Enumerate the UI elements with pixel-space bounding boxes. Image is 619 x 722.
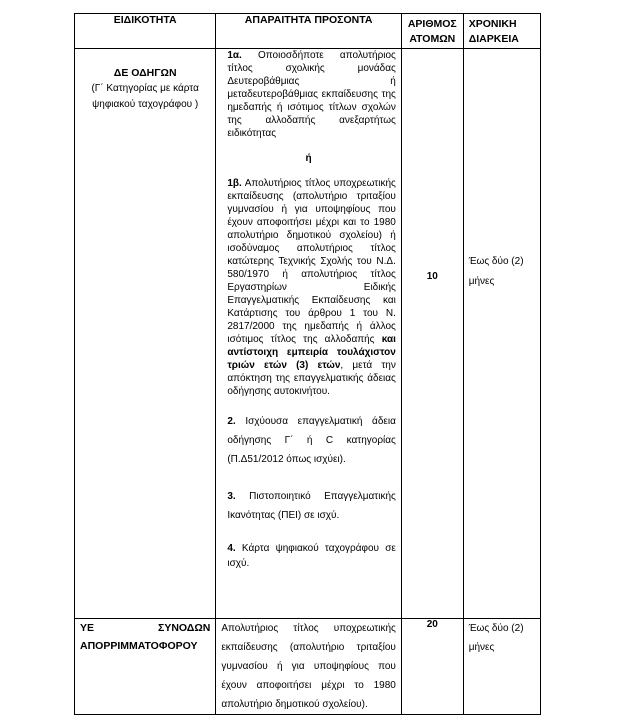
req-1b-text: Απολυτήριος τίτλος υποχρεωτικής εκπαίδευσης (απολυτήριο τριταξίου γυμνασίου ή για υποψηφίους που έχουν αποφοιτήσει μέχρι και το 1980 απολυτήριο δημοτικού σχολείου) ή ισοδύναμος απολυτήριος τίτλος κατώτερης Τεχνικής Σχολής του Ν.Δ. 580/1970 ή απολυτήριος τίτλος Εργαστηρίων Ειδικής Επαγγελματικής Εκπαίδευσης και Κατάρτισης του άρθρου 1 του Ν. 2817/2000 της ημεδαπής ή άλλος ισότιμος τίτλος της αλλοδαπής [227,178,396,345]
header-count [401,14,463,49]
req-1b-bold: και αντίστοιχη εμπειρία τουλάχιστον τριών ετών (3) ετών [227,334,396,371]
req-4-label: 4. [227,543,236,554]
req-2-label: 2. [227,416,236,427]
specialty-note: (Γ΄ Κατηγορίας με κάρτα ψηφιακού ταχογράφου ) [91,83,199,110]
duration-cell: Έως δύο (2) μήνες [463,619,540,715]
req-3-text: Πιστοποιητικό Επαγγελματικής Ικανότητας (ΠΕΙ) σε ισχύ. [227,491,396,521]
req-3-label: 3. [227,491,236,502]
header-count-line2: ΑΤΟΜΩΝ [409,33,456,45]
specialty-cell [75,619,216,715]
table-row [75,619,541,715]
req-2-text: Ισχύουσα επαγγελματική άδεια οδήγησης Γ΄ ή C κατηγορίας (Π.Δ51/2012 όπως ισχύει). [227,416,396,465]
header-requirements: ΑΠΑΡΑΙΤΗΤΑ ΠΡΟΣΟΝΤΑ [216,14,402,49]
header-duration [463,14,540,49]
header-duration-line1: ΧΡΟΝΙΚΗ [468,18,517,30]
requirements-text: Απολυτήριος τίτλος υποχρεωτικής εκπαίδευσης (απολυτήριο τριταξίου γυμνασίου ή για υποψηφίους που έχουν αποφοιτήσει μέχρι το 1980 απολυτήριο δημοτικού σχολείου). [221,623,396,710]
requirements-cell [216,49,402,619]
duration-cell: Έως δύο (2) μήνες [463,49,540,619]
count-cell: 20 [401,619,463,715]
header-count-line1: ΑΡΙΘΜΟΣ [407,18,457,30]
req-1a-text: Οποιοσδήποτε απολυτήριος τίτλος σχολικής μονάδας Δευτεροβάθμιας ή μεταδευτεροβάθμιας εκπαίδευσης της ημεδαπής ή ισότιμος τίτλων σχολών της αλλοδαπής ανεξαρτήτως ειδικότητας [227,50,396,139]
specialty-cell [75,49,216,619]
specialty-title: ΥΕ ΣΥΝΟΔΩΝ ΑΠΟΡΡΙΜΜΑΤΟΦΟΡΟΥ [80,622,211,652]
header-row [75,14,541,49]
header-duration-line2: ΔΙΑΡΚΕΙΑ [468,33,519,45]
table-row [75,49,541,619]
positions-table [74,13,541,715]
req-4-text: Κάρτα ψηφιακού ταχογράφου σε ισχύ. [227,543,396,569]
specialty-title: ΔΕ ΟΔΗΓΩΝ [113,67,177,79]
req-or: ή [305,153,312,164]
requirements-cell [216,619,402,715]
header-specialty: ΕΙΔΙΚΟΤΗΤΑ [75,14,216,49]
req-1b-tail: , μετά την απόκτηση της επαγγελματικής άδειας οδήγησης αυτοκινήτου. [227,360,396,397]
count-cell: 10 [401,49,463,619]
req-1b-label: 1β. [227,178,242,189]
req-1a-label: 1α. [227,50,242,61]
